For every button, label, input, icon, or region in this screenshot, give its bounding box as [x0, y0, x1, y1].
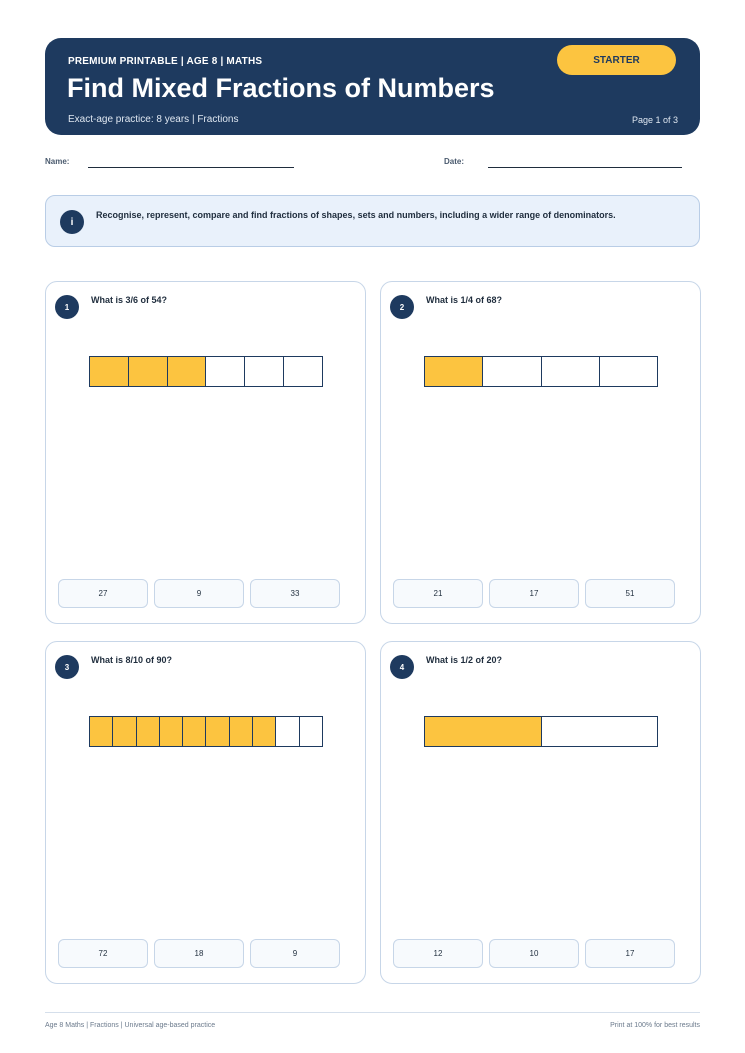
question-number: 4: [390, 655, 414, 679]
fraction-segment-empty: [245, 357, 284, 386]
fraction-segment-empty: [542, 357, 600, 386]
fraction-segment-shaded: [160, 717, 183, 746]
fraction-segment-shaded: [183, 717, 206, 746]
answer-option[interactable]: 33: [250, 579, 340, 608]
date-label: Date:: [444, 157, 465, 166]
fraction-bar: [424, 716, 658, 747]
fraction-segment-empty: [284, 357, 322, 386]
fraction-segment-empty: [276, 717, 299, 746]
answer-option[interactable]: 17: [489, 579, 579, 608]
name-label: Name:: [45, 157, 70, 166]
info-icon: i: [60, 210, 84, 234]
fraction-segment-shaded: [137, 717, 160, 746]
fraction-segment-shaded: [168, 357, 207, 386]
answer-option[interactable]: 18: [154, 939, 244, 968]
fraction-bar: [424, 356, 658, 387]
fraction-segment-shaded: [90, 357, 129, 386]
date-line[interactable]: [488, 167, 682, 168]
fraction-segment-shaded: [206, 717, 229, 746]
footer-right: Print at 100% for best results: [610, 1022, 700, 1029]
answer-option[interactable]: 51: [585, 579, 675, 608]
fraction-segment-shaded: [90, 717, 113, 746]
level-badge: STARTER: [557, 45, 676, 75]
fraction-bar: [89, 716, 323, 747]
info-text: Recognise, represent, compare and find fractions of shapes, sets and numbers, including a wider range of denominators.: [96, 210, 616, 220]
question-text: What is 1/4 of 68?: [426, 295, 503, 305]
question-text: What is 8/10 of 90?: [91, 655, 173, 665]
question-card: [380, 641, 701, 984]
fraction-segment-shaded: [425, 357, 483, 386]
question-text: What is 3/6 of 54?: [91, 295, 168, 305]
answer-option[interactable]: 17: [585, 939, 675, 968]
answer-option[interactable]: 10: [489, 939, 579, 968]
fraction-bar: [89, 356, 323, 387]
page-indicator: Page 1 of 3: [631, 115, 678, 125]
fraction-segment-shaded: [230, 717, 253, 746]
page-title: Find Mixed Fractions of Numbers: [67, 73, 495, 103]
answer-options: [58, 579, 340, 608]
question-card: [45, 641, 366, 984]
answer-option[interactable]: 12: [393, 939, 483, 968]
fraction-segment-empty: [542, 717, 658, 746]
header-eyebrow: PREMIUM PRINTABLE | AGE 8 | MATHS: [68, 56, 263, 67]
worksheet-header: [45, 38, 700, 135]
fraction-segment-shaded: [129, 357, 168, 386]
answer-option[interactable]: 72: [58, 939, 148, 968]
fraction-segment-empty: [600, 357, 657, 386]
fraction-segment-shaded: [425, 717, 542, 746]
question-number: 3: [55, 655, 79, 679]
answer-option[interactable]: 21: [393, 579, 483, 608]
answer-options: [58, 939, 340, 968]
footer-left: Age 8 Maths | Fractions | Universal age-based practice: [45, 1022, 216, 1029]
question-number: 1: [55, 295, 79, 319]
answer-options: [393, 579, 675, 608]
fraction-segment-empty: [206, 357, 245, 386]
fraction-segment-shaded: [113, 717, 136, 746]
fraction-segment-shaded: [253, 717, 276, 746]
answer-option[interactable]: 9: [250, 939, 340, 968]
info-box: [45, 195, 700, 247]
question-number: 2: [390, 295, 414, 319]
answer-option[interactable]: 9: [154, 579, 244, 608]
name-line[interactable]: [88, 167, 294, 168]
fraction-segment-empty: [300, 717, 322, 746]
question-card: [380, 281, 701, 624]
answer-options: [393, 939, 675, 968]
fraction-segment-empty: [483, 357, 541, 386]
question-card: [45, 281, 366, 624]
footer-divider: [45, 1012, 700, 1013]
answer-option[interactable]: 27: [58, 579, 148, 608]
question-text: What is 1/2 of 20?: [426, 655, 503, 665]
header-subtitle: Exact-age practice: 8 years | Fractions: [68, 114, 239, 125]
